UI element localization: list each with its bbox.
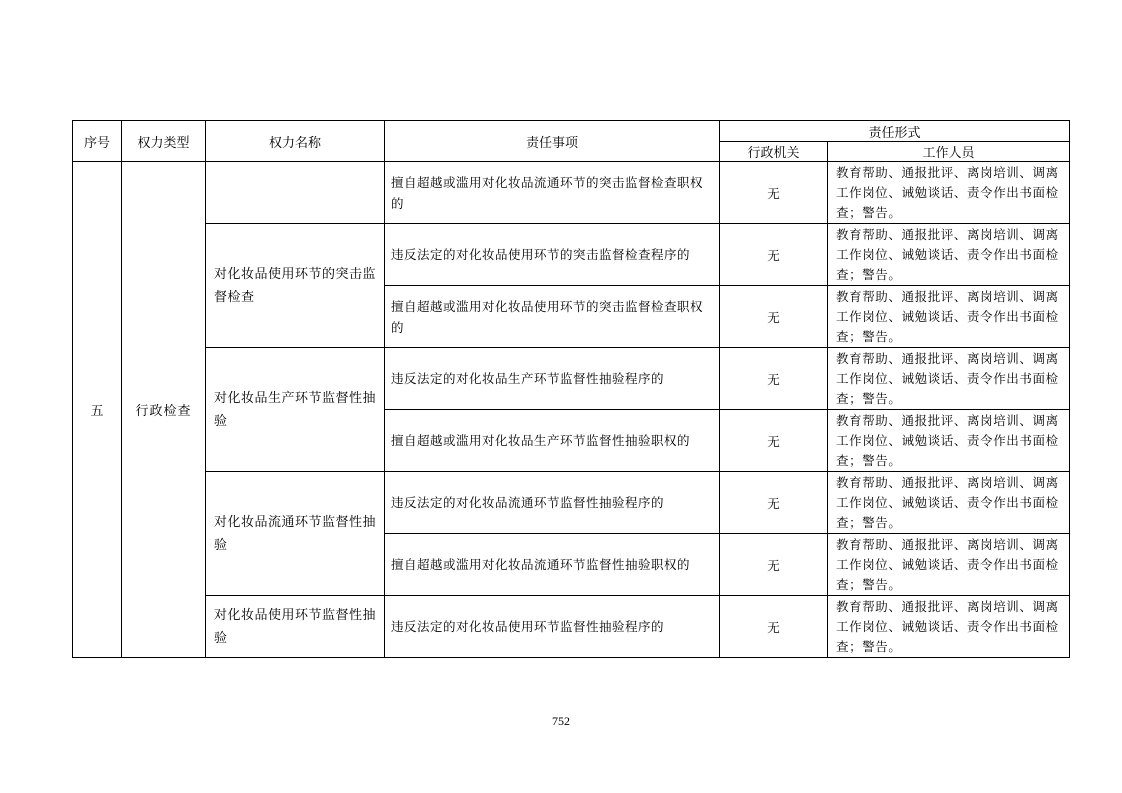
- staff-form-cell: 教育帮助、通报批评、离岗培训、调离工作岗位、诫勉谈话、责令作出书面检查；警告。: [828, 534, 1070, 596]
- admin-org-cell: 无: [720, 286, 828, 348]
- duty-item-cell: 擅自超越或滥用对化妆品使用环节的突击监督检查职权的: [385, 286, 720, 348]
- header-power-name: 权力名称: [206, 121, 385, 162]
- page-number: 752: [552, 714, 570, 728]
- duty-item-cell: 擅自超越或滥用对化妆品生产环节监督性抽验职权的: [385, 410, 720, 472]
- power-name-cell: 对化妆品流通环节监督性抽验: [206, 472, 385, 596]
- header-power-type: 权力类型: [122, 121, 206, 162]
- header-duty-item: 责任事项: [385, 121, 720, 162]
- duty-item-cell: 擅自超越或滥用对化妆品流通环节监督性抽验职权的: [385, 534, 720, 596]
- staff-form-cell: 教育帮助、通报批评、离岗培训、调离工作岗位、诫勉谈话、责令作出书面检查；警告。: [828, 472, 1070, 534]
- header-admin-org: 行政机关: [720, 142, 828, 162]
- power-name-cell: 对化妆品使用环节的突击监督检查: [206, 224, 385, 348]
- staff-form-cell: 教育帮助、通报批评、离岗培训、调离工作岗位、诫勉谈话、责令作出书面检查；警告。: [828, 162, 1070, 224]
- admin-org-cell: 无: [720, 162, 828, 224]
- duty-item-cell: 违反法定的对化妆品流通环节监督性抽验程序的: [385, 472, 720, 534]
- responsibility-table: [72, 120, 1070, 658]
- staff-form-cell: 教育帮助、通报批评、离岗培训、调离工作岗位、诫勉谈话、责令作出书面检查；警告。: [828, 224, 1070, 286]
- table-row: [73, 162, 1070, 224]
- duty-item-cell: 违反法定的对化妆品使用环节监督性抽验程序的: [385, 596, 720, 658]
- duty-item-cell: 违反法定的对化妆品使用环节的突击监督检查程序的: [385, 224, 720, 286]
- header-seq: 序号: [73, 121, 122, 162]
- table-row: [73, 596, 1070, 658]
- duty-item-cell: 违反法定的对化妆品生产环节监督性抽验程序的: [385, 348, 720, 410]
- power-name-cell: [206, 162, 385, 224]
- header-staff: 工作人员: [828, 142, 1070, 162]
- admin-org-cell: 无: [720, 472, 828, 534]
- power-type-cell: 行政检查: [122, 162, 206, 658]
- admin-org-cell: 无: [720, 348, 828, 410]
- admin-org-cell: 无: [720, 410, 828, 472]
- admin-org-cell: 无: [720, 224, 828, 286]
- seq-cell: 五: [73, 162, 122, 658]
- duty-item-cell: 擅自超越或滥用对化妆品流通环节的突击监督检查职权的: [385, 162, 720, 224]
- staff-form-cell: 教育帮助、通报批评、离岗培训、调离工作岗位、诫勉谈话、责令作出书面检查；警告。: [828, 410, 1070, 472]
- admin-org-cell: 无: [720, 596, 828, 658]
- staff-form-cell: 教育帮助、通报批评、离岗培训、调离工作岗位、诫勉谈话、责令作出书面检查；警告。: [828, 286, 1070, 348]
- header-duty-form: 责任形式: [720, 121, 1070, 142]
- staff-form-cell: 教育帮助、通报批评、离岗培训、调离工作岗位、诫勉谈话、责令作出书面检查；警告。: [828, 596, 1070, 658]
- table-row: [73, 348, 1070, 410]
- admin-org-cell: 无: [720, 534, 828, 596]
- power-name-cell: 对化妆品使用环节监督性抽验: [206, 596, 385, 658]
- table-row: [73, 472, 1070, 534]
- power-name-cell: 对化妆品生产环节监督性抽验: [206, 348, 385, 472]
- staff-form-cell: 教育帮助、通报批评、离岗培训、调离工作岗位、诫勉谈话、责令作出书面检查；警告。: [828, 348, 1070, 410]
- table-row: [73, 224, 1070, 286]
